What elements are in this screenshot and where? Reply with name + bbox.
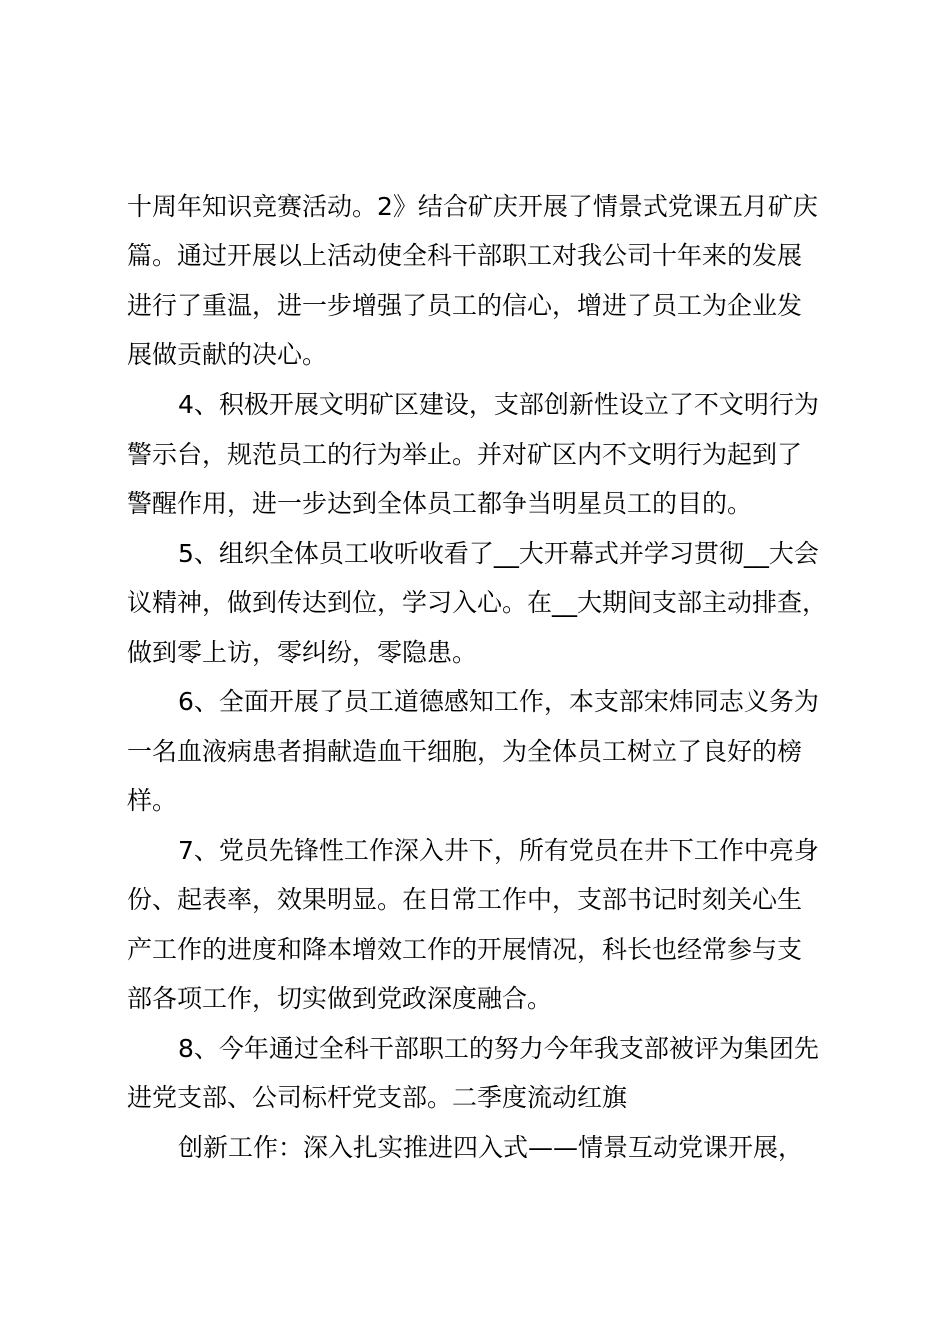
text-line: 十周年知识竞赛活动。2》结合矿庆开展了情景式党课五月矿庆 — [127, 192, 818, 221]
innovation-line: 创新工作：深入扎实推进四入式——情景互动党课开展， — [178, 1133, 804, 1162]
text-line: 份、起表率，效果明显。在日常工作中，支部书记时刻关心生 — [127, 885, 803, 914]
text-line: 警示台，规范员工的行为举止。并对矿区内不文明行为起到了 — [127, 440, 803, 469]
text-line: 进行了重温，进一步增强了员工的信心，增进了员工为企业发 — [127, 291, 803, 320]
paragraph-4-line: 4、积极开展文明矿区建设，支部创新性设立了不文明行为 — [178, 390, 819, 419]
text-line: 产工作的进度和降本增效工作的开展情况，科长也经常参与支 — [127, 935, 803, 964]
text-line: 篇。通过开展以上活动使全科干部职工对我公司十年来的发展 — [127, 241, 803, 270]
text-line: 警醒作用，进一步达到全体员工都争当明星员工的目的。 — [127, 489, 753, 518]
text-line: 部各项工作，切实做到党政深度融合。 — [127, 984, 553, 1013]
paragraph-8-line: 8、今年通过全科干部职工的努力今年我支部被评为集团先 — [178, 1034, 819, 1063]
text-line: 议精神，做到传达到位，学习入心。在__大期间支部主动排查， — [127, 588, 828, 617]
text-line: 进党支部、公司标杆党支部。二季度流动红旗 — [127, 1083, 628, 1112]
text-line: 一名血液病患者捐献造血干细胞，为全体员工树立了良好的榜 — [127, 737, 803, 766]
text-line: 样。 — [127, 786, 178, 815]
paragraph-6-line: 6、全面开展了员工道德感知工作，本支部宋炜同志义务为 — [178, 687, 819, 716]
paragraph-5-line: 5、组织全体员工收听收看了__大开幕式并学习贯彻__大会 — [178, 539, 819, 568]
text-line: 做到零上访，零纠纷，零隐患。 — [127, 638, 478, 667]
text-line: 展做贡献的决心。 — [127, 340, 328, 369]
paragraph-7-line: 7、党员先锋性工作深入井下，所有党员在井下工作中亮身 — [178, 836, 819, 865]
